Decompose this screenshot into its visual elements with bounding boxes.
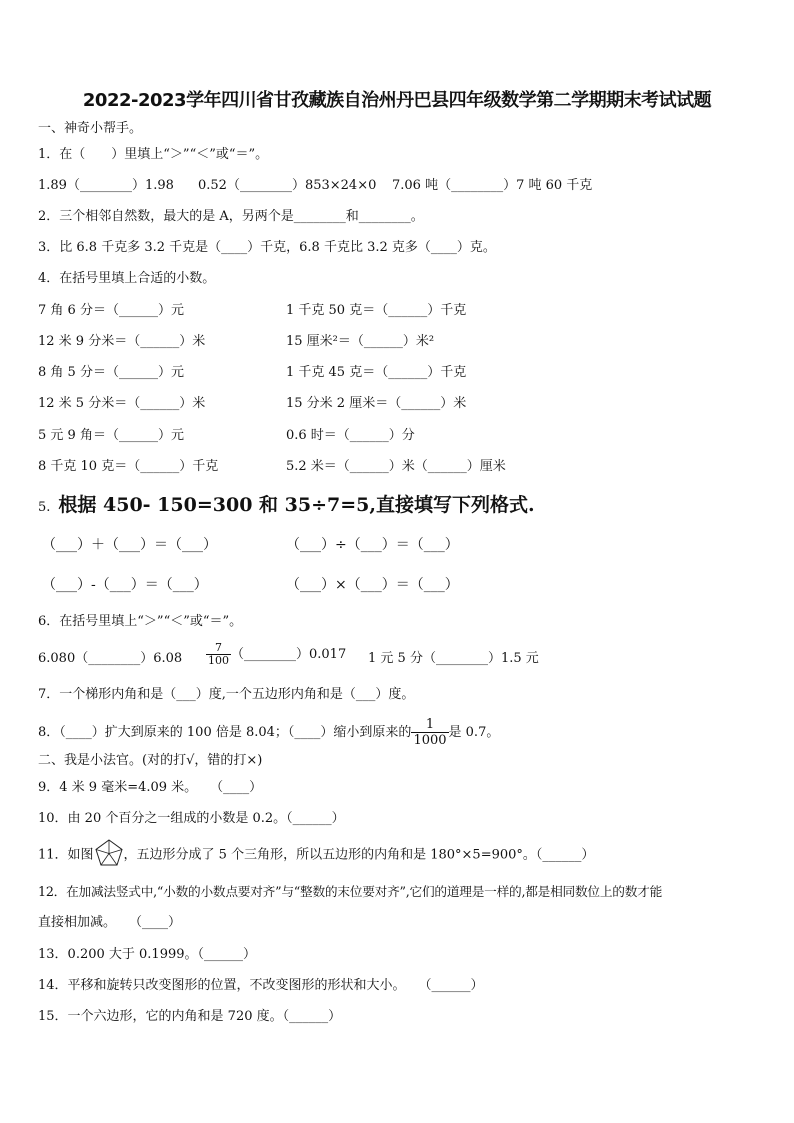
q5-row2-left: （___）-（___）＝（___） (42, 577, 208, 593)
q4-left-1: 7 角 6 分＝（______）元 (38, 303, 184, 318)
q4-left-6: 8 千克 10 克＝（______）千克 (38, 459, 219, 474)
question-11 (38, 838, 594, 868)
question-12-line-2: 直接相加减。 （____） (38, 915, 182, 930)
q1-item-3: 7.06 吨（________）7 吨 60 千克 (392, 178, 593, 193)
question-8 (38, 717, 499, 748)
q8-fraction-denominator: 1000 (413, 733, 447, 748)
section-2-heading: 二、我是小法官。(对的打√，错的打×) (38, 753, 263, 768)
q4-left-5: 5 元 9 角＝（______）元 (38, 428, 184, 443)
q8-fraction (411, 717, 448, 748)
q5-row2-right: （___）×（___）＝（___） (286, 577, 459, 593)
q4-right-3: 1 千克 45 克＝（______）千克 (286, 365, 467, 380)
q5-text: 根据 450- 150=300 和 35÷7=5,直接填写下列格式. (58, 494, 535, 516)
question-1: 1．在（ ）里填上“＞”“＜”或“＝”。 (38, 147, 269, 162)
q6-item-2-rest: （________）0.017 (231, 647, 347, 662)
question-5 (38, 490, 535, 517)
q8-fraction-numerator: 1 (411, 717, 448, 733)
q4-right-1: 1 千克 50 克＝（______）千克 (286, 303, 467, 318)
question-14: 14．平移和旋转只改变图形的位置，不改变图形的形状和大小。 （______） (38, 978, 484, 993)
q1-item-2: 0.52（________）853×24×0 (198, 178, 377, 193)
q11-text-post: ，五边形分成了 5 个三角形，所以五边形的内角和是 180°×5=900°。（______） (123, 847, 595, 863)
page-title: 2022-2023学年四川省甘孜藏族自治州丹巴县四年级数学第二学期期末考试试题 (82, 90, 712, 111)
question-2: 2．三个相邻自然数，最大的是 A，另两个是________和________。 (38, 209, 424, 224)
question-7: 7．一个梯形内角和是（___）度,一个五边形内角和是（___）度。 (38, 687, 415, 702)
q4-left-2: 12 米 9 分米＝（______）米 (38, 334, 206, 349)
q4-right-6: 5.2 米＝（______）米（______）厘米 (286, 459, 506, 474)
question-15: 15．一个六边形，它的内角和是 720 度。（______） (38, 1009, 342, 1024)
q4-right-4: 15 分米 2 厘米＝（______）米 (286, 396, 467, 411)
q8-text-post: 是 0.7。 (448, 725, 500, 740)
question-6: 6．在括号里填上“＞”“＜”或“＝”。 (38, 614, 243, 629)
q5-row1-right: （___）÷（___）＝（___） (286, 537, 459, 553)
q4-left-3: 8 角 5 分＝（______）元 (38, 365, 184, 380)
question-13: 13．0.200 大于 0.1999。（______） (38, 947, 257, 962)
section-1-heading: 一、神奇小帮手。 (38, 121, 143, 136)
pentagon-diagram-icon (94, 838, 124, 868)
q4-right-5: 0.6 时＝（______）分 (286, 428, 415, 443)
question-3: 3．比 6.8 千克多 3.2 千克是（____）千克，6.8 千克比 3.2 克多（____）克。 (38, 240, 496, 255)
q11-text-pre: 11．如图 (38, 847, 94, 863)
q6-fraction-numerator: 7 (206, 642, 231, 655)
q4-left-4: 12 米 5 分米＝（______）米 (38, 396, 206, 411)
question-9: 9．4 米 9 毫米=4.09 米。 （____） (38, 780, 263, 795)
question-12-line-1: 12．在加减法竖式中,“小数的小数点要对齐”与“整数的末位要对齐”,它们的道理是一样的,都是相同数位上的数才能 (38, 884, 663, 899)
q8-text-pre: 8．（____）扩大到原来的 100 倍是 8.04；（____）缩小到原来的 (38, 725, 412, 740)
q6-item-2 (206, 642, 346, 667)
q6-item-1: 6.080（________）6.08 (38, 651, 183, 666)
q6-item-3: 1 元 5 分（________）1.5 元 (368, 651, 539, 666)
q1-item-1: 1.89（________）1.98 (38, 178, 174, 193)
question-10: 10．由 20 个百分之一组成的小数是 0.2。（______） (38, 811, 345, 826)
question-4: 4．在括号里填上合适的小数。 (38, 271, 216, 286)
q6-fraction (206, 642, 231, 667)
q5-number: 5. (38, 500, 51, 515)
q4-right-2: 15 厘米²＝（______）米² (286, 334, 435, 349)
q5-row1-left: （___）＋（___）＝（___） (42, 537, 217, 553)
q6-fraction-denominator: 100 (208, 654, 229, 667)
